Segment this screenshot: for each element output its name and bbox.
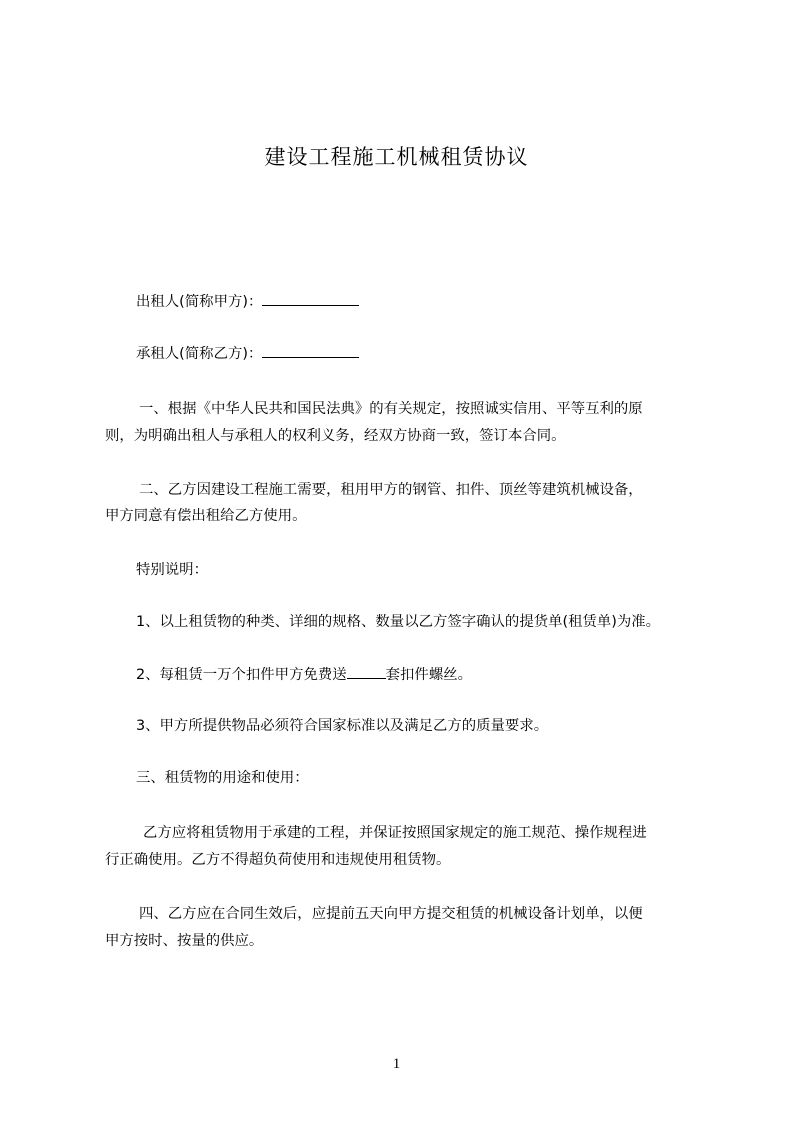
lessor-label: 出租人(简称甲方)：	[136, 294, 263, 310]
clause-1-line-2: 则，为明确出租人与承租人的权利义务，经双方协商一致，签订本合同。	[105, 428, 566, 444]
clause-2-line-2: 甲方同意有偿出租给乙方使用。	[105, 508, 307, 524]
note-2-text-before: 2、每租赁一万个扣件甲方免费送	[136, 667, 347, 683]
note-2-text-after: 套扣件螺丝。	[385, 667, 472, 683]
special-notes-heading: 特别说明：	[136, 562, 208, 578]
note-2	[136, 664, 472, 685]
note-1: 1、以上租赁物的种类、详细的规格、数量以乙方签字确认的提货单(租赁单)为准。	[136, 614, 661, 630]
page-number: 1	[392, 1056, 401, 1072]
clause-4-line-1: 四、乙方应在合同生效后，应提前五天向甲方提交租赁的机械设备计划单，以便	[139, 906, 643, 922]
lessor-line	[136, 291, 359, 312]
clause-3-line-2: 行正确使用。乙方不得超负荷使用和违规使用租赁物。	[105, 852, 451, 868]
note-3: 3、甲方所提供物品必须符合国家标准以及满足乙方的质量要求。	[136, 718, 549, 734]
lessor-name-blank	[262, 291, 359, 306]
clause-3-heading: 三、租赁物的用途和使用：	[136, 770, 309, 786]
screw-quantity-blank	[347, 664, 386, 679]
clause-1-line-1: 一、根据《中华人民共和国民法典》的有关规定，按照诚实信用、平等互利的原	[139, 401, 643, 417]
lessee-line	[136, 343, 359, 364]
clause-4-line-2: 甲方按时、按量的供应。	[105, 933, 264, 949]
lessee-label: 承租人(简称乙方)：	[136, 346, 263, 362]
lessee-name-blank	[262, 343, 359, 358]
clause-3-line-1: 乙方应将租赁物用于承建的工程，并保证按照国家规定的施工规范、操作规程进	[143, 825, 647, 841]
document-title: 建设工程施工机械租赁协议	[264, 145, 529, 169]
clause-2-line-1: 二、乙方因建设工程施工需要，租用甲方的钢管、扣件、顶丝等建筑机械设备，	[139, 482, 643, 498]
